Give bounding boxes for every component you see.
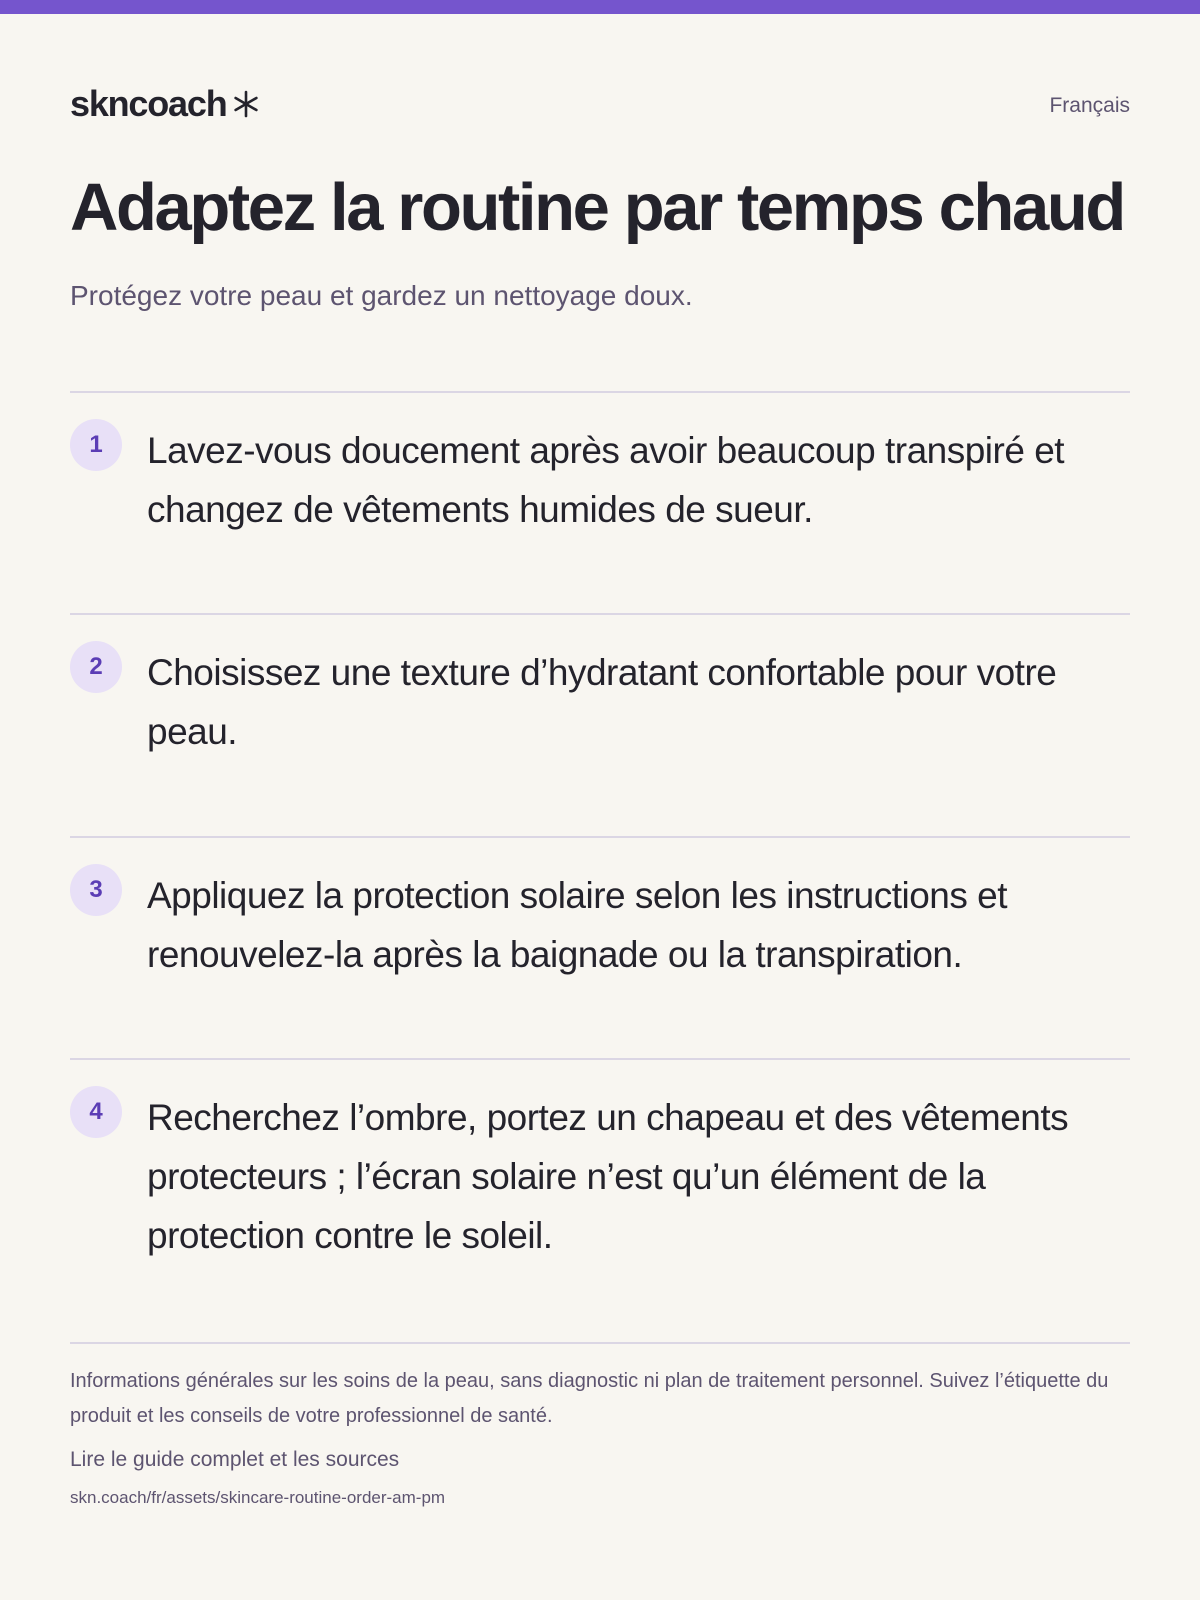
page-subtitle: Protégez votre peau et gardez un nettoyage doux. (70, 280, 693, 311)
asterisk-icon (232, 90, 260, 118)
step-text: Appliquez la protection solaire selon les instructions et renouvelez-la après la baignade ou la transpiration. (147, 874, 1007, 975)
full-guide-link[interactable]: Lire le guide complet et les sources (70, 1447, 400, 1471)
language-selector[interactable]: Français (1049, 94, 1130, 117)
page-title: Adaptez la routine par temps chaud (70, 170, 1124, 245)
step-text: Lavez-vous doucement après avoir beaucoup transpiré et changez de vêtements humides de sueur. (147, 429, 1065, 530)
step-item (70, 1060, 1130, 1344)
header (70, 14, 1130, 134)
brand-name: skncoach (70, 83, 227, 124)
step-number-badge: 1 (70, 419, 122, 471)
page-content (70, 14, 1130, 1510)
footer (70, 1364, 1130, 1510)
steps-list (70, 391, 1130, 1344)
brand-logo[interactable] (70, 83, 260, 124)
step-item (70, 615, 1130, 838)
step-item (70, 838, 1130, 1060)
disclaimer-text: Informations générales sur les soins de la peau, sans diagnostic ni plan de traitement personnel. Suivez l’étiquette du produit et les conseils de votre professionnel de santé. (70, 1369, 1109, 1427)
step-number-badge: 3 (70, 864, 122, 916)
source-url: skn.coach/fr/assets/skincare-routine-order-am-pm (70, 1487, 446, 1507)
step-text: Choisissez une texture d’hydratant confortable pour votre peau. (147, 651, 1057, 752)
step-number-badge: 4 (70, 1086, 122, 1138)
accent-top-bar (0, 0, 1200, 14)
step-item (70, 393, 1130, 615)
step-number-badge: 2 (70, 641, 122, 693)
step-text: Recherchez l’ombre, portez un chapeau et des vêtements protecteurs ; l’écran solaire n’est qu’un élément de la protection contre le soleil. (147, 1096, 1069, 1256)
